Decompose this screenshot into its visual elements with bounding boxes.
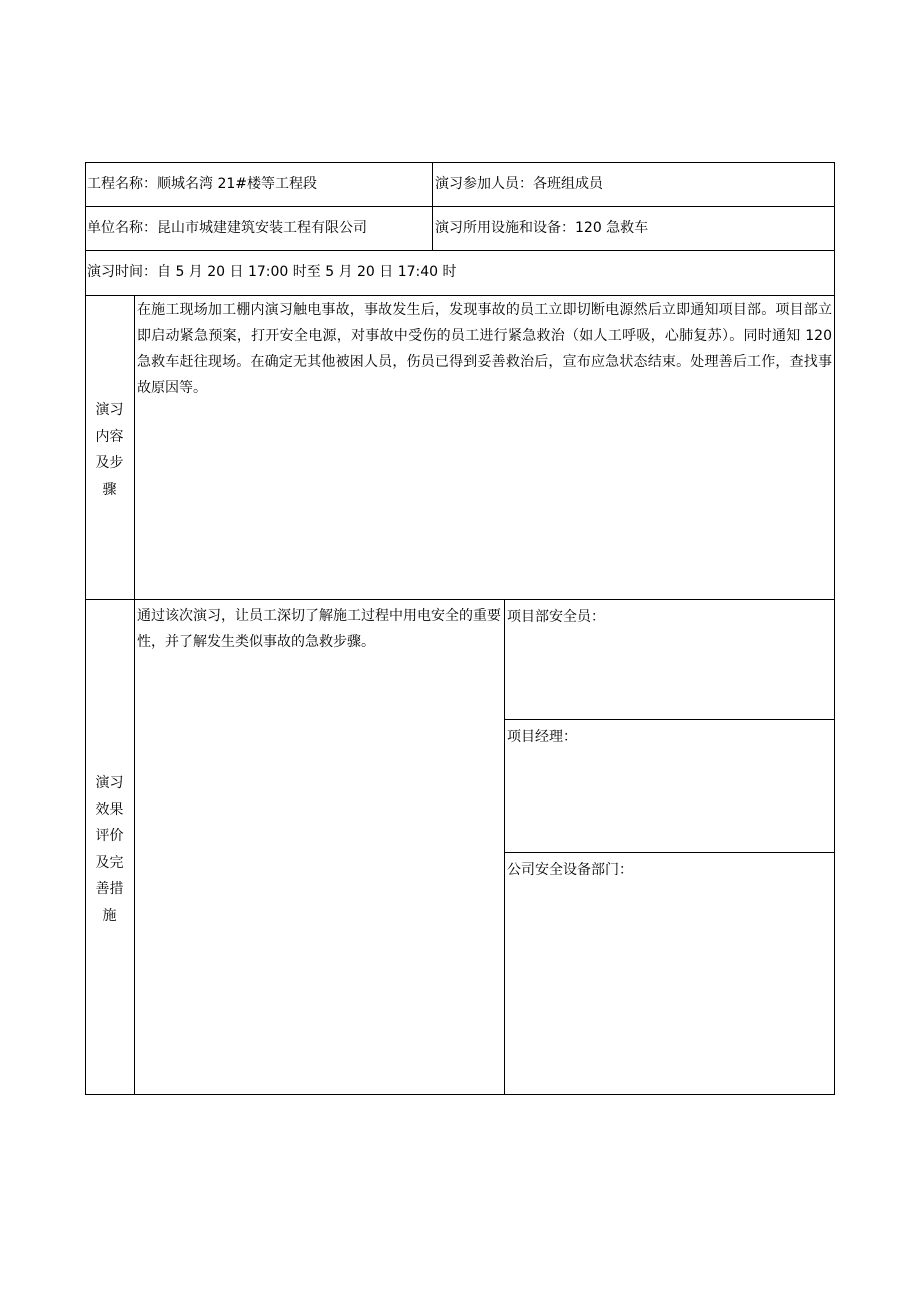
label-column-divider: [134, 295, 135, 1095]
row-divider: [85, 599, 835, 600]
unit-name: 单位名称：昆山市城建建筑安装工程有限公司: [87, 220, 367, 236]
safety-officer-signature-field: 项目部安全员：: [507, 609, 605, 625]
drill-equipment: 演习所用设施和设备：120 急救车: [435, 220, 649, 236]
table-border-bottom: [85, 1094, 835, 1095]
evaluation-label: 演习 效果 评价 及完 善措 施: [95, 775, 124, 924]
row-divider: [85, 250, 835, 251]
project-manager-signature-field: 项目经理：: [507, 729, 577, 745]
table-border-right: [834, 162, 835, 1095]
column-divider: [432, 162, 433, 250]
table-border-left: [85, 162, 86, 1095]
signature-divider: [504, 719, 835, 720]
content-steps-text: 在施工现场加工棚内演习触电事故，事故发生后，发现事故的员工立即切断电源然后立即通知项目部。项目部立即启动紧急预案，打开安全电源，对事故中受伤的员工进行紧急救治（如人工呼吸，心肺复苏）。同时通知 120 急救车赶往现场。在确定无其他被困人员，伤员已得到妥善救治后，宣布应急状态结束。处理善后工作，查找事故原因等。: [137, 302, 832, 396]
signature-divider: [504, 852, 835, 853]
project-name: 工程名称：顺城名湾 21#楼等工程段: [87, 176, 317, 192]
content-steps-label: 演习 内容 及步 骤: [95, 402, 124, 498]
row-divider: [85, 295, 835, 296]
signature-column-divider: [504, 599, 505, 1095]
drill-participants: 演习参加人员：各班组成员: [435, 176, 603, 192]
drill-record-table: [85, 162, 835, 1095]
drill-time: 演习时间：自 5 月 20 日 17:00 时至 5 月 20 日 17:40 时: [87, 264, 457, 280]
table-border-top: [85, 162, 835, 163]
row-divider: [85, 206, 835, 207]
evaluation-text: 通过该次演习，让员工深切了解施工过程中用电安全的重要性，并了解发生类似事故的急救步骤。: [137, 608, 501, 650]
company-safety-dept-signature-field: 公司安全设备部门：: [507, 862, 633, 878]
